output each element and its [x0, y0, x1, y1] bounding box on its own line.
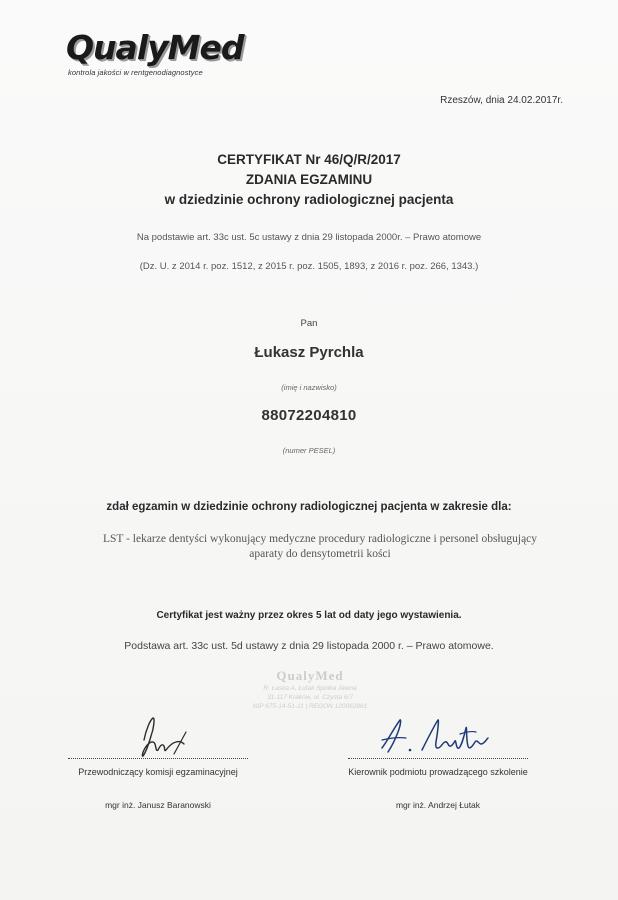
- stamp-line-2: 31-117 Kraków, ul. Czysta 6/7: [267, 694, 353, 701]
- holder-name: Łukasz Pyrchla: [254, 344, 364, 361]
- name-caption: (imię i nazwisko): [281, 383, 337, 392]
- head-signature: [338, 710, 538, 758]
- legal-reference: (Dz. U. z 2014 r. poz. 1512, z 2015 r. poz. 1505, 1893, z 2016 r. poz. 266, 1343.): [139, 261, 479, 272]
- stamp-name: QualyMed: [276, 668, 344, 683]
- holder-pesel: 88072204810: [261, 407, 357, 424]
- legal-basis: Na podstawie art. 33c ust. 5c ustawy z dnia 29 listopada 2000r. – Prawo atomowe: [136, 232, 482, 243]
- signature-line-chair: [68, 758, 248, 759]
- chair-signature: [58, 710, 258, 758]
- signature-block-chair: [58, 710, 258, 810]
- company-stamp: [220, 668, 400, 711]
- basis-statement: Podstawa art. 33c ust. 5d ustawy z dnia 29 listopada 2000 r. – Prawo atomowe.: [124, 640, 494, 652]
- head-name: mgr inż. Andrzej Łutak: [395, 800, 481, 810]
- chair-name: mgr inż. Janusz Baranowski: [105, 800, 211, 810]
- qualymed-logo: [66, 30, 276, 77]
- certificate-subtitle: ZDANIA EGZAMINU: [245, 172, 373, 187]
- certificate-number: CERTYFIKAT Nr 46/Q/R/2017: [217, 152, 401, 167]
- stamp-line-3: NIP 675-14-51-11 | REGON 120062861: [252, 703, 368, 710]
- certificate-field: w dziedzinie ochrony radiologicznej pacjenta: [164, 192, 454, 207]
- logo-wordmark: QualyMed: [66, 28, 244, 67]
- signature-line-head: [348, 758, 528, 759]
- logo-tagline: kontrola jakości w rentgenodiagnostyce: [68, 68, 203, 77]
- pesel-caption: (numer PESEL): [282, 446, 336, 455]
- exam-scope-description: LST - lekarze dentyści wykonujący medyczne procedury radiologiczne i personel obsługujący aparaty do densytometrii kości: [102, 533, 538, 560]
- validity-statement: Certyfikat jest ważny przez okres 5 lat od daty jego wystawienia.: [156, 610, 462, 621]
- head-role: Kierownik podmiotu prowadzącego szkolenie: [348, 767, 528, 777]
- place-date: Rzeszów, dnia 24.02.2017r.: [440, 95, 563, 106]
- chair-role: Przewodniczący komisji egzaminacyjnej: [78, 767, 238, 777]
- signature-block-head: [338, 710, 538, 810]
- salutation: Pan: [300, 318, 318, 329]
- exam-scope-heading: zdał egzamin w dziedzinie ochrony radiologicznej pacjenta w zakresie dla:: [106, 501, 512, 513]
- certificate-title: [0, 150, 618, 210]
- stamp-line-1: R. Łaska A. Łutak Spółka Jawna: [263, 685, 357, 692]
